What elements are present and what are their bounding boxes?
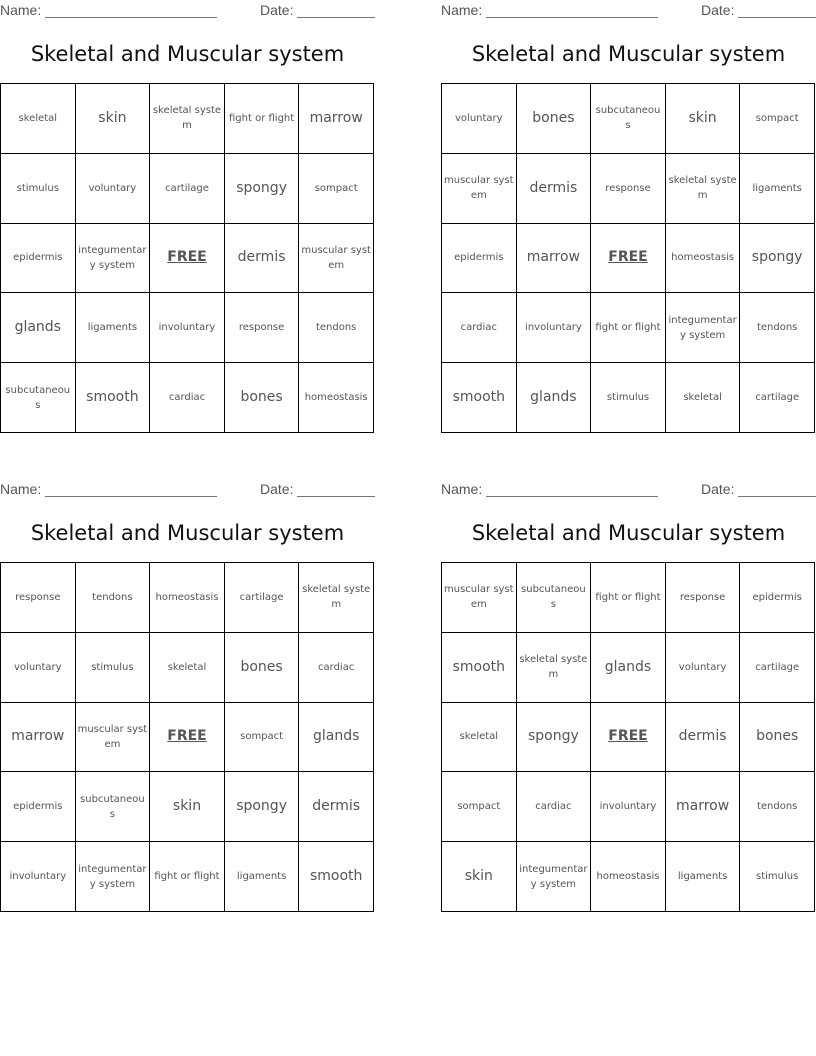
- bingo-cell[interactable]: integumentary system: [76, 224, 151, 294]
- bingo-cell[interactable]: dermis: [225, 224, 300, 294]
- bingo-cell[interactable]: subcutaneous: [591, 84, 666, 154]
- bingo-cell[interactable]: fight or flight: [150, 842, 225, 912]
- bingo-cell[interactable]: smooth: [442, 633, 517, 703]
- bingo-cell[interactable]: dermis: [299, 772, 374, 842]
- bingo-cell[interactable]: glands: [591, 633, 666, 703]
- name-label: Name:: [0, 2, 42, 18]
- bingo-cell[interactable]: epidermis: [1, 224, 76, 294]
- bingo-cell[interactable]: ligaments: [76, 293, 151, 363]
- bingo-cell[interactable]: sompact: [299, 154, 374, 224]
- date-blank[interactable]: [738, 496, 816, 497]
- date-label: Date:: [260, 481, 294, 497]
- bingo-cell[interactable]: integumentary system: [517, 842, 592, 912]
- bingo-cell[interactable]: integumentary system: [666, 293, 741, 363]
- bingo-cell[interactable]: epidermis: [1, 772, 76, 842]
- bingo-cell[interactable]: tendons: [740, 293, 815, 363]
- bingo-cell[interactable]: cartilage: [740, 363, 815, 433]
- bingo-cell[interactable]: spongy: [225, 772, 300, 842]
- bingo-cell[interactable]: voluntary: [76, 154, 151, 224]
- date-blank[interactable]: [297, 496, 375, 497]
- bingo-cell[interactable]: marrow: [299, 84, 374, 154]
- bingo-cell[interactable]: fight or flight: [225, 84, 300, 154]
- bingo-cell[interactable]: subcutaneous: [517, 563, 592, 633]
- bingo-cell[interactable]: skeletal system: [666, 154, 741, 224]
- bingo-cell[interactable]: skeletal: [1, 84, 76, 154]
- bingo-cell[interactable]: response: [1, 563, 76, 633]
- name-blank[interactable]: [486, 17, 658, 18]
- bingo-cell[interactable]: cardiac: [150, 363, 225, 433]
- bingo-cell[interactable]: dermis: [666, 703, 741, 773]
- bingo-cell[interactable]: tendons: [76, 563, 151, 633]
- bingo-cell[interactable]: skin: [666, 84, 741, 154]
- bingo-cell[interactable]: voluntary: [666, 633, 741, 703]
- bingo-cell[interactable]: spongy: [740, 224, 815, 294]
- bingo-cell[interactable]: marrow: [1, 703, 76, 773]
- name-blank[interactable]: [45, 17, 217, 18]
- bingo-cell[interactable]: skeletal: [666, 363, 741, 433]
- bingo-cell[interactable]: stimulus: [1, 154, 76, 224]
- bingo-cell[interactable]: fight or flight: [591, 563, 666, 633]
- bingo-grid: [0, 83, 374, 433]
- bingo-cell[interactable]: skeletal: [442, 703, 517, 773]
- bingo-cell[interactable]: spongy: [517, 703, 592, 773]
- bingo-cell[interactable]: response: [225, 293, 300, 363]
- bingo-cell[interactable]: smooth: [299, 842, 374, 912]
- bingo-cell[interactable]: dermis: [517, 154, 592, 224]
- bingo-cell[interactable]: bones: [740, 703, 815, 773]
- bingo-cell[interactable]: marrow: [666, 772, 741, 842]
- bingo-cell[interactable]: tendons: [740, 772, 815, 842]
- bingo-cell[interactable]: stimulus: [591, 363, 666, 433]
- date-label: Date:: [260, 2, 294, 18]
- name-blank[interactable]: [45, 496, 217, 497]
- bingo-cell[interactable]: muscular system: [442, 563, 517, 633]
- bingo-cell[interactable]: skeletal system: [150, 84, 225, 154]
- bingo-cell[interactable]: skeletal system: [299, 563, 374, 633]
- name-label: Name:: [441, 481, 483, 497]
- date-label: Date:: [701, 2, 735, 18]
- card-title: Skeletal and Muscular system: [471, 521, 786, 545]
- bingo-cell[interactable]: cardiac: [442, 293, 517, 363]
- bingo-cell[interactable]: glands: [1, 293, 76, 363]
- bingo-grid: [441, 83, 815, 433]
- bingo-cell[interactable]: muscular system: [76, 703, 151, 773]
- card-title: Skeletal and Muscular system: [471, 42, 786, 66]
- bingo-cell[interactable]: homeostasis: [591, 842, 666, 912]
- bingo-cell[interactable]: tendons: [299, 293, 374, 363]
- name-label: Name:: [0, 481, 42, 497]
- bingo-cell[interactable]: glands: [299, 703, 374, 773]
- bingo-cell[interactable]: marrow: [517, 224, 592, 294]
- date-blank[interactable]: [738, 17, 816, 18]
- bingo-cell[interactable]: stimulus: [740, 842, 815, 912]
- bingo-cell[interactable]: homeostasis: [299, 363, 374, 433]
- bingo-cell[interactable]: involuntary: [591, 772, 666, 842]
- bingo-cell[interactable]: smooth: [76, 363, 151, 433]
- name-label: Name:: [441, 2, 483, 18]
- bingo-cell[interactable]: epidermis: [442, 224, 517, 294]
- bingo-cell[interactable]: muscular system: [442, 154, 517, 224]
- bingo-cell[interactable]: involuntary: [150, 293, 225, 363]
- bingo-cell[interactable]: involuntary: [1, 842, 76, 912]
- bingo-cell[interactable]: skeletal: [150, 633, 225, 703]
- bingo-grid: [0, 562, 374, 912]
- bingo-cell[interactable]: homeostasis: [666, 224, 741, 294]
- bingo-cell[interactable]: muscular system: [299, 224, 374, 294]
- bingo-cell[interactable]: skin: [76, 84, 151, 154]
- bingo-cell[interactable]: cardiac: [517, 772, 592, 842]
- bingo-cell[interactable]: subcutaneous: [76, 772, 151, 842]
- bingo-cell[interactable]: subcutaneous: [1, 363, 76, 433]
- card-title: Skeletal and Muscular system: [30, 521, 345, 545]
- bingo-grid: [441, 562, 815, 912]
- bingo-cell[interactable]: cartilage: [150, 154, 225, 224]
- card-header: [441, 0, 816, 20]
- bingo-cell[interactable]: skin: [442, 842, 517, 912]
- bingo-cell[interactable]: bones: [225, 363, 300, 433]
- bingo-cell[interactable]: ligaments: [225, 842, 300, 912]
- bingo-cell[interactable]: fight or flight: [591, 293, 666, 363]
- bingo-cell[interactable]: skin: [150, 772, 225, 842]
- card-header: [0, 479, 375, 499]
- bingo-cell[interactable]: spongy: [225, 154, 300, 224]
- bingo-cell[interactable]: bones: [225, 633, 300, 703]
- bingo-cell[interactable]: cartilage: [740, 633, 815, 703]
- bingo-cell[interactable]: homeostasis: [150, 563, 225, 633]
- bingo-cell[interactable]: sompact: [442, 772, 517, 842]
- bingo-cell[interactable]: smooth: [442, 363, 517, 433]
- bingo-cell[interactable]: involuntary: [517, 293, 592, 363]
- bingo-cell[interactable]: cartilage: [225, 563, 300, 633]
- bingo-cell[interactable]: sompact: [225, 703, 300, 773]
- bingo-cell[interactable]: voluntary: [1, 633, 76, 703]
- bingo-cell[interactable]: ligaments: [666, 842, 741, 912]
- card-header: [0, 0, 375, 20]
- free-space-cell[interactable]: FREE: [591, 703, 666, 773]
- bingo-cell[interactable]: glands: [517, 363, 592, 433]
- card-header: [441, 479, 816, 499]
- free-space-cell[interactable]: FREE: [150, 703, 225, 773]
- bingo-cell[interactable]: sompact: [740, 84, 815, 154]
- bingo-cell[interactable]: stimulus: [76, 633, 151, 703]
- date-blank[interactable]: [297, 17, 375, 18]
- bingo-cell[interactable]: voluntary: [442, 84, 517, 154]
- bingo-cell[interactable]: epidermis: [740, 563, 815, 633]
- bingo-cell[interactable]: integumentary system: [76, 842, 151, 912]
- free-space-cell[interactable]: FREE: [591, 224, 666, 294]
- name-blank[interactable]: [486, 496, 658, 497]
- bingo-cell[interactable]: ligaments: [740, 154, 815, 224]
- bingo-cell[interactable]: cardiac: [299, 633, 374, 703]
- card-title: Skeletal and Muscular system: [30, 42, 345, 66]
- free-space-cell[interactable]: FREE: [150, 224, 225, 294]
- date-label: Date:: [701, 481, 735, 497]
- bingo-cell[interactable]: bones: [517, 84, 592, 154]
- bingo-cell[interactable]: response: [666, 563, 741, 633]
- bingo-cell[interactable]: response: [591, 154, 666, 224]
- bingo-cell[interactable]: skeletal system: [517, 633, 592, 703]
